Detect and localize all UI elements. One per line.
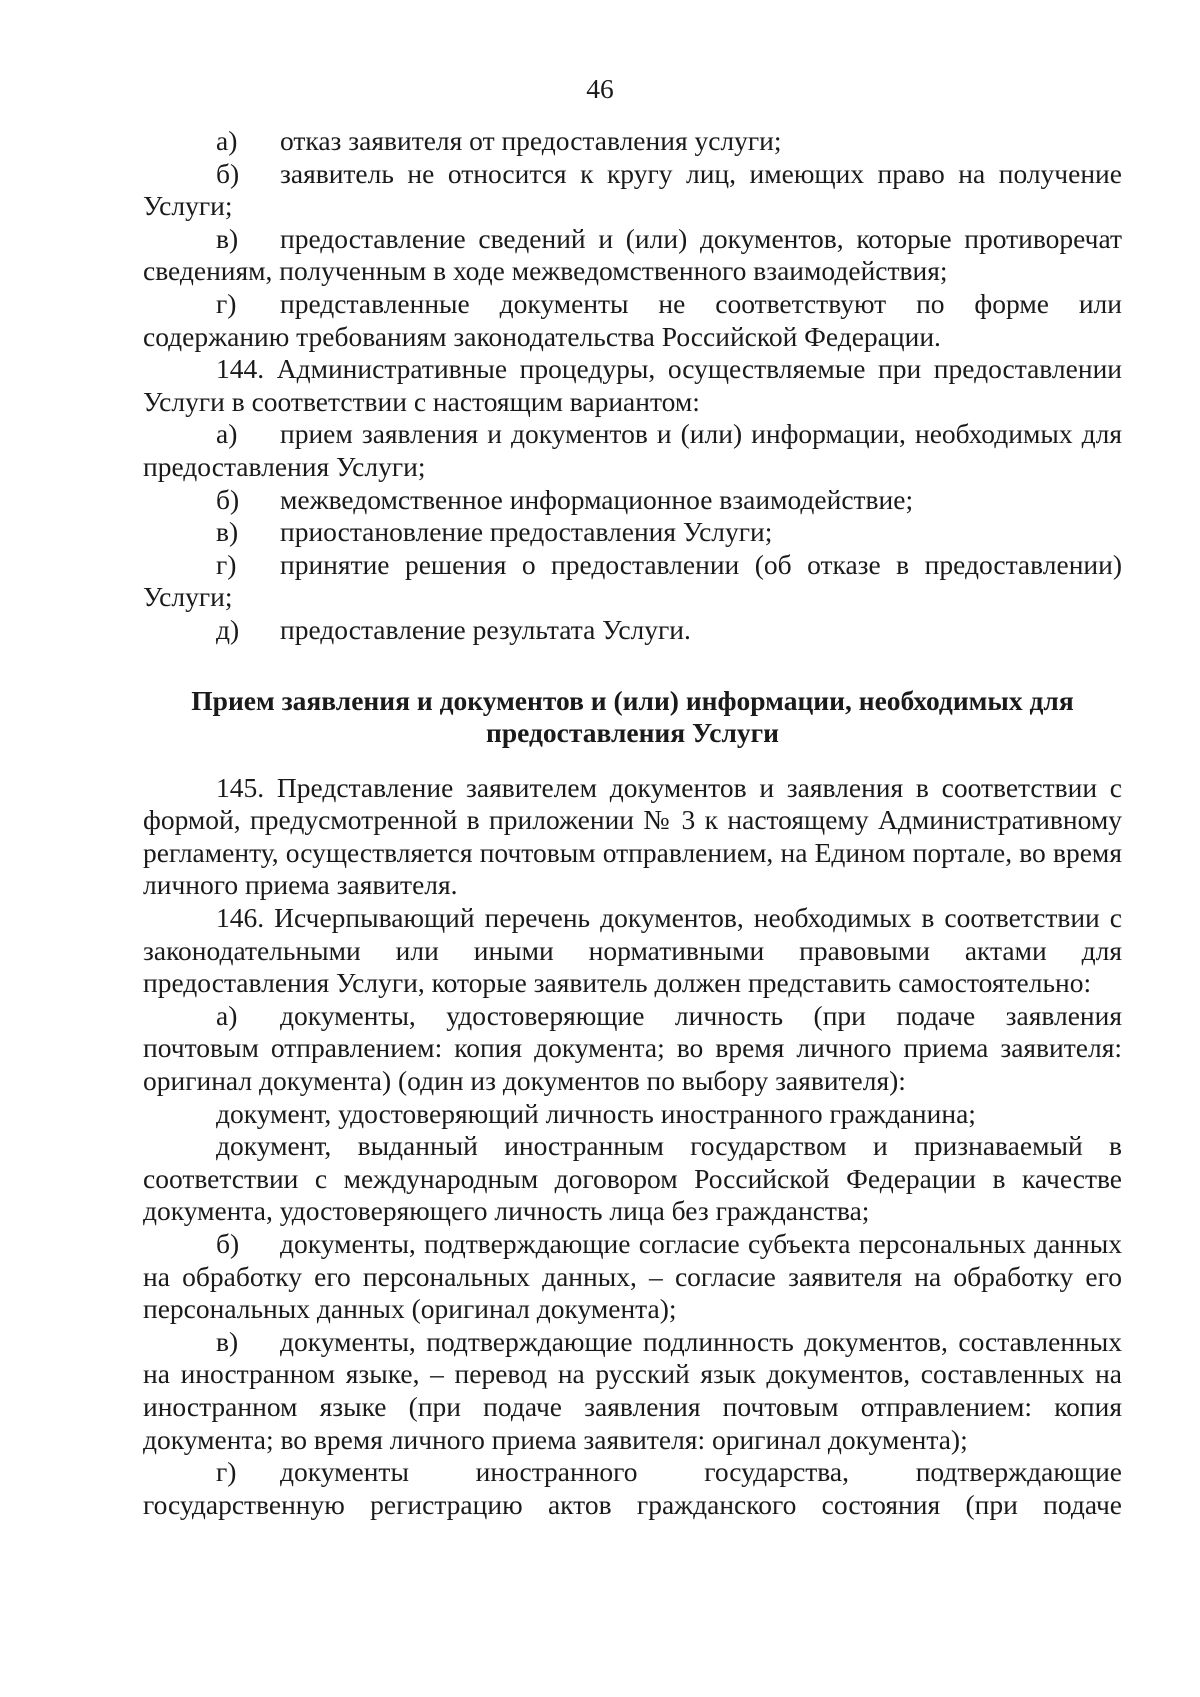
item-text: отказ заявителя от предоставления услуги; bbox=[280, 125, 782, 156]
heading-line: предоставления Услуги bbox=[486, 717, 779, 749]
item-label: б) bbox=[216, 483, 240, 515]
item-label: г) bbox=[216, 1456, 237, 1488]
list-item-b bbox=[143, 158, 1122, 223]
list-item-v bbox=[143, 516, 1122, 549]
section-heading bbox=[143, 685, 1122, 750]
item-text: приостановление предоставления Услуги; bbox=[280, 516, 773, 548]
item-label: д) bbox=[216, 613, 240, 645]
list-item-b bbox=[143, 1228, 1122, 1326]
sub-item: документ, удостоверяющий личность иностранного гражданина; bbox=[216, 1097, 976, 1129]
item-label: г) bbox=[216, 548, 237, 580]
item-text: прием заявления и документов и (или) информации, необходимых для предоставления Услуги; bbox=[143, 418, 1122, 482]
list-item-g bbox=[143, 288, 1122, 353]
list-item-g bbox=[143, 1456, 1122, 1521]
item-text: заявитель не относится к кругу лиц, имеющих право на получение Услуги; bbox=[143, 157, 1122, 222]
list-item-v bbox=[143, 1326, 1122, 1456]
item-text: принятие решения о предоставлении (об отказе в предоставлении) Услуги; bbox=[143, 548, 1122, 613]
list-item-b bbox=[143, 484, 1122, 517]
item-text: документы иностранного государства, подтверждающие государственную регистрацию актов гражданского состояния (при подаче bbox=[143, 1456, 1122, 1520]
document-body bbox=[143, 125, 1122, 1521]
item-text: предоставление результата Услуги. bbox=[280, 613, 691, 645]
list-item-a bbox=[143, 418, 1122, 483]
item-label: б) bbox=[216, 1228, 240, 1259]
heading-line: Прием заявления и документов и (или) информации, необходимых для bbox=[191, 684, 1074, 716]
item-text: документы, подтверждающие подлинность документов, составленных на иностранном языке, – перевод на русский язык документов, составленных на иностранном языке (при подаче заявления почтовым отправлением: копия документа; во время личного приема заявителя: оригинал документа); bbox=[143, 1325, 1122, 1455]
list-item-d bbox=[143, 614, 1122, 647]
item-label: а) bbox=[216, 418, 238, 450]
list-item-a bbox=[143, 1000, 1122, 1098]
sub-item: документ, выданный иностранным государством и признаваемый в соответствии с международным договором Российской Федерации в качестве документа, удостоверяющего личность лица без гражданства; bbox=[143, 1130, 1122, 1227]
item-label: г) bbox=[216, 287, 237, 319]
list-item-a bbox=[143, 125, 1122, 158]
item-label: а) bbox=[216, 999, 238, 1031]
page-number: 46 bbox=[586, 73, 614, 104]
item-text: предоставление сведений и (или) документов, которые противоречат сведениям, полученным в ходе межведомственного взаимодействия; bbox=[143, 222, 1122, 287]
paragraph-145: 145. Представление заявителем документов и заявления в соответствии с формой, предусмотренной в приложении № 3 к настоящему Административному регламенту, осуществляется почтовым отправлением, на Едином портале, во время личного приема заявителя. bbox=[143, 771, 1122, 901]
item-label: в) bbox=[216, 222, 239, 254]
item-text: документы, подтверждающие согласие субъекта персональных данных на обработку его персональных данных, – согласие заявителя на обработку его персональных данных (оригинал документа); bbox=[143, 1228, 1122, 1325]
paragraph-146: 146. Исчерпывающий перечень документов, необходимых в соответствии с законодательными или иными нормативными правовыми актами для предоставления Услуги, которые заявитель должен представить самостоятельно: bbox=[143, 902, 1122, 999]
list-item-v bbox=[143, 223, 1122, 288]
item-label: в) bbox=[216, 1325, 239, 1357]
item-label: а) bbox=[216, 125, 238, 156]
item-text: межведомственное информационное взаимодействие; bbox=[280, 483, 914, 515]
list-item-g bbox=[143, 549, 1122, 614]
paragraph-144: 144. Административные процедуры, осуществляемые при предоставлении Услуги в соответствии с настоящим вариантом: bbox=[143, 353, 1122, 417]
item-text: документы, удостоверяющие личность (при подаче заявления почтовым отправлением: копия документа; во время личного приема заявителя: оригинал документа) (один из документов по выбору заявителя): bbox=[143, 999, 1122, 1097]
item-text: представленные документы не соответствуют по форме или содержанию требованиям законодательства Российской Федерации. bbox=[143, 287, 1122, 352]
item-label: в) bbox=[216, 516, 239, 548]
item-label: б) bbox=[216, 157, 240, 189]
